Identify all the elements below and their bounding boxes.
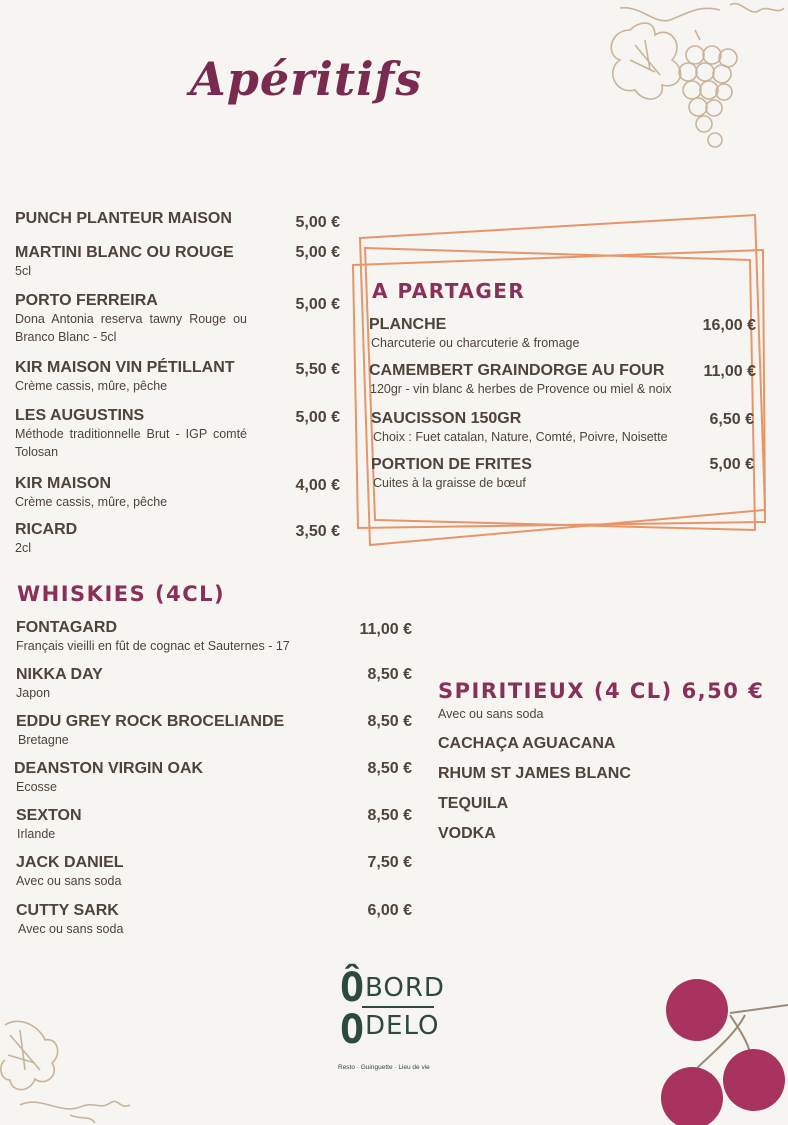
- list-item: [16, 713, 412, 760]
- item-desc: Irlande: [17, 827, 56, 841]
- item-price: 6,50 €: [709, 411, 754, 428]
- list-item: [16, 619, 412, 666]
- item-price: 8,50 €: [367, 666, 412, 683]
- vine-leaf-icon: [0, 1015, 140, 1125]
- item-name: FONTAGARD: [16, 619, 118, 636]
- item-name: PLANCHE: [369, 316, 447, 333]
- item-desc: Japon: [16, 686, 51, 700]
- item-desc: Avec ou sans soda: [18, 922, 124, 936]
- item-price: 8,50 €: [367, 713, 412, 730]
- item-desc: Choix : Fuet catalan, Nature, Comté, Poivre, Noisette: [373, 430, 668, 444]
- item-price: 16,00 €: [702, 317, 756, 334]
- item-desc: Bretagne: [18, 733, 69, 747]
- item-price: 5,00 €: [295, 296, 340, 313]
- item-price: 5,00 €: [295, 244, 340, 261]
- list-item: [369, 410, 756, 456]
- item-name: SAUCISSON 150GR: [371, 410, 522, 427]
- section-title-spiritieux: SPIRITIEUX (4 CL) 6,50 €: [438, 679, 765, 703]
- logo-bord: BORD: [365, 973, 445, 1003]
- aperitifs-list: [15, 210, 340, 561]
- logo-o-top: Ô: [340, 965, 365, 1011]
- logo-delo: DELO: [365, 1011, 440, 1041]
- item-desc: Français vieilli en fût de cognac et Sauternes - 17: [16, 639, 290, 653]
- list-item: [15, 407, 340, 475]
- item-name: NIKKA DAY: [16, 666, 103, 683]
- item-name: EDDU GREY ROCK BROCELIANDE: [16, 713, 285, 730]
- list-item: [15, 521, 340, 561]
- item-name: KIR MAISON: [15, 475, 111, 492]
- list-item: [15, 210, 340, 244]
- grape-vine-icon: [600, 0, 788, 160]
- item-price: 11,00 €: [359, 621, 412, 638]
- logo: [336, 965, 456, 1078]
- list-item: [369, 316, 756, 362]
- item-name: LES AUGUSTINS: [15, 407, 145, 424]
- item-desc: Crème cassis, mûre, pêche: [15, 495, 168, 509]
- spiritieux-list: [438, 735, 631, 855]
- section-title-whiskies: WHISKIES (4CL): [17, 582, 226, 606]
- item-desc: Méthode traditionnelle Brut - IGP comté Tolosan: [15, 427, 247, 459]
- whiskies-list: [16, 619, 412, 942]
- list-item: [16, 807, 412, 854]
- item-desc: Avec ou sans soda: [16, 874, 122, 888]
- page-title: Apéritifs: [190, 52, 423, 106]
- item-price: 6,00 €: [367, 902, 412, 919]
- item-desc: Charcuterie ou charcuterie & fromage: [371, 336, 580, 350]
- item-name: DEANSTON VIRGIN OAK: [14, 760, 204, 777]
- item-name: PORTION DE FRITES: [371, 456, 532, 473]
- item-price: 11,00 €: [703, 363, 756, 380]
- item-price: 5,50 €: [295, 361, 340, 378]
- list-item: [16, 854, 412, 902]
- list-item: [16, 902, 412, 942]
- item-price: 7,50 €: [367, 854, 412, 871]
- list-item: [16, 666, 412, 713]
- item-price: 8,50 €: [367, 760, 412, 777]
- list-item: [15, 244, 340, 292]
- item-desc: Crème cassis, mûre, pêche: [15, 379, 168, 393]
- item-name: PORTO FERREIRA: [15, 292, 158, 309]
- item-name: MARTINI BLANC OU ROUGE: [15, 244, 234, 261]
- item-desc: Cuites à la graisse de bœuf: [373, 476, 526, 490]
- logo-tagline: Resto · Guinguette · Lieu de vie: [338, 1064, 430, 1071]
- list-item: CACHAÇA AGUACANA: [438, 735, 616, 752]
- item-desc: 120gr - vin blanc & herbes de Provence ou miel & noix: [370, 382, 672, 396]
- item-desc: Dona Antonia reserva tawny Rouge ou Branco Blanc - 5cl: [15, 312, 247, 344]
- list-item: [369, 362, 756, 410]
- item-price: 5,00 €: [295, 409, 340, 426]
- list-item: TEQUILA: [438, 795, 509, 812]
- list-item: RHUM ST JAMES BLANC: [438, 765, 631, 782]
- item-name: CAMEMBERT GRAINDORGE AU FOUR: [369, 362, 665, 379]
- item-name: CUTTY SARK: [16, 902, 119, 919]
- item-price: 3,50 €: [295, 523, 340, 540]
- logo-divider: [362, 1006, 434, 1008]
- grapes-icon: [650, 975, 788, 1125]
- list-item: [15, 292, 340, 359]
- item-price: 8,50 €: [367, 807, 412, 824]
- list-item: [16, 760, 412, 807]
- item-price: 5,00 €: [709, 456, 754, 473]
- list-item: [15, 475, 340, 521]
- item-desc: 5cl: [15, 264, 31, 278]
- list-item: [15, 359, 340, 407]
- item-desc: Ecosse: [16, 780, 57, 794]
- item-name: KIR MAISON VIN PÉTILLANT: [15, 359, 235, 376]
- spiritieux-subtitle: Avec ou sans soda: [438, 707, 544, 721]
- list-item: VODKA: [438, 825, 496, 842]
- item-name: SEXTON: [16, 807, 82, 824]
- item-desc: 2cl: [15, 541, 31, 555]
- item-name: RICARD: [15, 521, 78, 538]
- item-name: JACK DANIEL: [16, 854, 124, 871]
- partager-list: [369, 316, 756, 496]
- item-name: PUNCH PLANTEUR MAISON: [15, 210, 232, 227]
- item-price: 4,00 €: [295, 477, 340, 494]
- list-item: [369, 456, 756, 496]
- logo-o-bottom: O: [340, 1007, 365, 1053]
- item-price: 5,00 €: [295, 214, 340, 231]
- section-title-partager: A PARTAGER: [372, 279, 526, 303]
